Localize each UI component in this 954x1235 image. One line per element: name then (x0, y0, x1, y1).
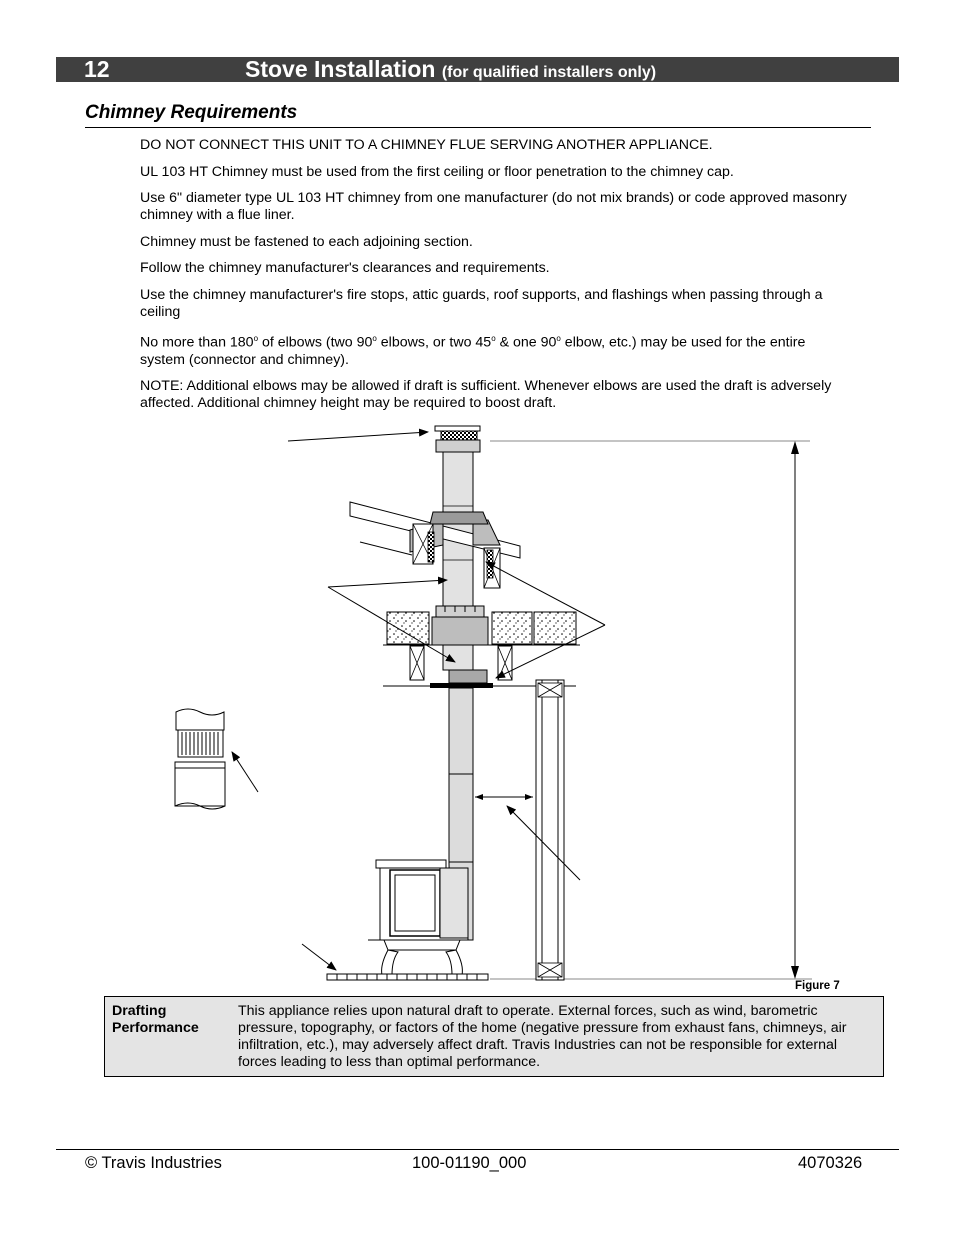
paragraph-fastened: Chimney must be fastened to each adjoining section. (140, 233, 473, 250)
section-title: Chimney Requirements (85, 102, 298, 123)
elbow-text-4: & one 90 (495, 334, 557, 351)
stove (368, 860, 468, 975)
degree-mark: o (372, 334, 377, 343)
elbow-text-3: elbows, or two 45 (376, 334, 492, 351)
paragraph-fire-stops: Use the chimney manufacturer's fire stops, attic guards, roof supports, and flashings when passing through a ceiling (140, 286, 823, 320)
drafting-note-label: Drafting Performance (112, 1003, 199, 1036)
pipe-joint-detail (175, 709, 225, 809)
footer-doc-number: 100-01190_000 (412, 1154, 527, 1172)
page-number: 12 (84, 56, 110, 82)
paragraph-note: NOTE: Additional elbows may be allowed if draft is sufficient. Whenever elbows are used the draft is adversely affected. Additional chimney height may be required to boost draft. (140, 378, 832, 412)
degree-mark: o (253, 334, 259, 343)
footer-code: 4070326 (798, 1154, 863, 1172)
page-subtitle: (for qualified installers only) (441, 64, 657, 81)
attic-support (432, 606, 488, 670)
paragraph-ul103: UL 103 HT Chimney must be used from the first ceiling or floor penetration to the chimney cap. (140, 163, 734, 180)
page-title-text: Stove Installation (245, 56, 436, 82)
ceiling-trim-plate (430, 683, 493, 688)
paragraph-no-shared-flue: DO NOT CONNECT THIS UNIT TO A CHIMNEY FLUE SERVING ANOTHER APPLIANCE. (140, 137, 713, 153)
chimney-cap (435, 426, 480, 452)
footer-divider (56, 1149, 899, 1150)
drafting-note-text: This appliance relies upon natural draft to operate. External forces, such as wind, barometric pressure, topography, or factors of the home (negative pressure from exhaust fans, chimneys, air infiltration, etc.), may adversely affect draft. Travis Industries can not be responsible for external forces leading to less than optimal performance. (238, 1003, 847, 1070)
degree-mark: o (491, 334, 496, 343)
elbow-text-2: of elbows (two 90 (258, 334, 373, 351)
ceiling-support-box (449, 670, 487, 683)
degree-mark: o (556, 334, 561, 343)
wall (536, 680, 564, 980)
elbow-text-1: No more than 180 (140, 334, 254, 351)
floor-protector (327, 974, 488, 980)
elbow-text-5: elbow, etc.) may be used for the entire system (connector and chimney). (140, 334, 806, 368)
paragraph-clearances: Follow the chimney manufacturer's clearances and requirements. (140, 260, 550, 276)
drafting-note-box (104, 996, 884, 1077)
footer-copyright: © Travis Industries (85, 1154, 222, 1172)
paragraph-diameter: Use 6" diameter type UL 103 HT chimney from one manufacturer (do not mix brands) or code approved masonry chimney with a flue liner. (140, 190, 847, 223)
figure-label: Figure 7 (795, 980, 840, 992)
